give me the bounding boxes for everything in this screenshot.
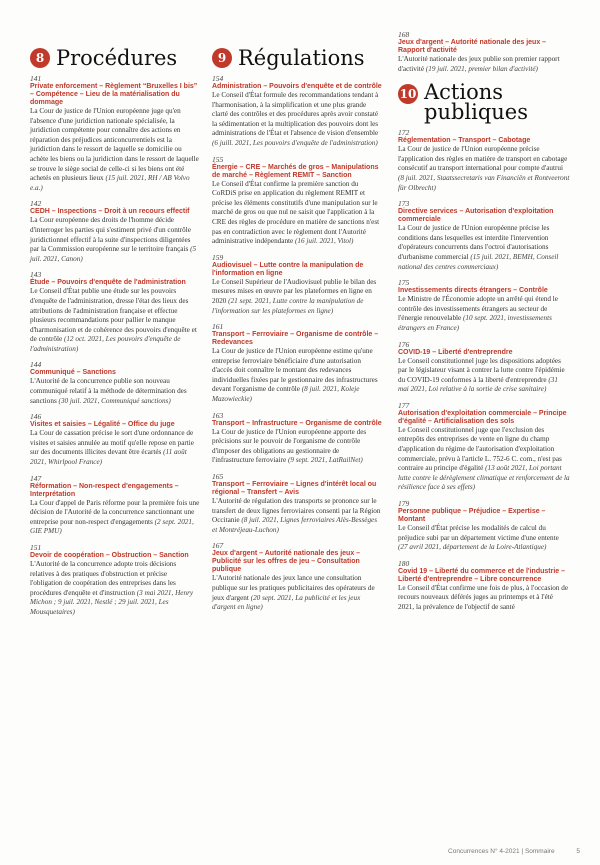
entry-page-number: 165	[212, 472, 224, 482]
entry-page-number: 179	[398, 499, 410, 509]
toc-entry	[398, 199, 570, 272]
entry-page-number: 155	[212, 154, 224, 164]
entry-summary	[30, 377, 200, 406]
entry-summary	[212, 180, 382, 247]
entry-summary-text: Le Conseil d'État précise les modalités de calcul du préjudice subi par un département victime d'une entente	[398, 524, 559, 542]
entry-heading: Réformation – Non-respect d'engagements – Interprétation	[30, 482, 179, 498]
entry-citation: (12 oct. 2021, Les pouvoirs d'enquête de l'administration)	[30, 335, 181, 353]
entry-summary-text: Le Conseil d'État confirme la première sanction du CoRDiS prise en application du règlement REMIT et précise les éléments constitutifs d'une manipulation sur le marché de gros ou que nul ne saisit que l'application à la CRE des règles de procédure en matière de sanctions n'est pas en contradiction avec le règlement dont l'Autorité administrative indépendante	[212, 179, 380, 246]
entry-summary	[30, 499, 200, 537]
entry-page-number: 144	[30, 360, 42, 370]
entry-citation: (9 sept. 2021, LatRailNet)	[287, 456, 363, 465]
entry-heading: Audiovisuel – Lutte contre la manipulation de l'information en ligne	[212, 261, 364, 277]
entry-summary-text: La Cour de justice de l'Union européenne juge qu'en l'absence d'une juridiction nationale spécialisée, la juridiction compétente pour connaître des actions en réparation des préjudices anticoncurrentiels est la juridiction dans le ressort de laquelle se domicilie ou achète les biens ou la juridiction dans le ressort de laquelle se trouve le siège social de celle-ci si les biens ont été achetés en plusieurs lieux	[30, 107, 199, 183]
entry-list	[30, 74, 200, 618]
toc-entry	[398, 340, 570, 395]
entry-summary	[398, 55, 570, 74]
entry-page-number: 146	[30, 412, 42, 422]
toc-entry	[30, 474, 200, 537]
entry-citation: (8 juil. 2021, Koleje Mazowieckie)	[212, 385, 360, 404]
toc-entry	[212, 322, 382, 405]
entry-citation: (19 juil. 2021, premier bilan d'activité)	[425, 64, 538, 73]
entry-summary-text: Le Conseil constitutionnel juge que l'exclusion des entrepôts des entreprises de vente en ligne du champ d'application du régime de l'autorisation d'exploitation commerciale, prévu à l'article L. 752-6 C. com., n'est pas contraire au principe d'égalité	[398, 425, 562, 473]
toc-entry	[398, 401, 570, 493]
entry-heading: Transport – Ferroviaire – Lignes d'intérêt local ou régional – Transfert – Avis	[212, 481, 377, 497]
entry-page-number: 161	[212, 322, 224, 332]
entry-summary-text: Le Conseil d'État confirme une fois de plus, à l'occasion de recours nouveaux déférés juges au printemps et à l'été 2021, la prévalence de l'objectif de santé	[398, 583, 569, 611]
entry-citation: (3 mai 2021, Henry Michon ; 9 juil. 2021, Nestlé ; 29 juil. 2021, Les Mousquetaires)	[30, 588, 194, 616]
entry-summary	[398, 584, 570, 613]
entry-heading: Covid 19 – Liberté du commerce et de l'industrie – Liberté d'entreprendre – Libre concurrence	[398, 567, 565, 583]
section-header-actions-publiques	[398, 80, 570, 125]
entry-citation: (21 sept. 2021, Lutte contre la manipulation de l'information sur les plateformes en ligne)	[212, 296, 364, 315]
entry-heading: CEDH – Inspections – Droit à un recours effectif	[30, 208, 190, 216]
entry-citation: (8 juil. 2021, Staatssecretaris van Financiën et Rontveeront für Olbrecht)	[398, 173, 570, 192]
entry-heading: Transport – Infrastructure – Organisme de contrôle	[212, 419, 382, 427]
entry-summary-text: Le Ministre de l'Économie adopte un arrêté qui étend le contrôle des investissements étrangers au secteur de l'énergie renouvelable	[398, 295, 558, 323]
entry-citation: (15 juil. 2021, RH / AB Volvo e.a.)	[30, 174, 190, 192]
journal-reference: Concurrences N° 4-2021 | Sommaire	[448, 848, 555, 855]
entry-heading: Transport – Ferroviaire – Organisme de contrôle – Redevances	[212, 331, 379, 347]
entry-page-number: 147	[30, 473, 42, 483]
entry-heading: Directive services – Autorisation d'exploitation commerciale	[398, 208, 554, 224]
entry-summary	[30, 216, 200, 264]
entry-summary-text: Le Conseil d'État formule des recommandations tendant à l'harmonisation, à la simplification et une plus grande clarté des contrôles et des procédures après avoir constaté la sédimentation et la multiplication des pouvoirs dont les administrations de l'État et l'absence de vision d'ensemble	[212, 91, 379, 138]
section-title: Régulations	[238, 46, 365, 70]
entry-summary	[30, 429, 200, 467]
entry-summary-text: L'Autorité nationale des jeux publie son premier rapport d'activité	[398, 55, 560, 73]
entry-page-number: 176	[398, 339, 410, 349]
section-number: 10	[398, 84, 418, 104]
toc-entry	[398, 559, 570, 613]
entry-summary-text: Le Conseil constitutionnel juge les dispositions adoptées par le législateur visant à contrer la lutte contre l'épidémie du COVID-19 conformes à la liberté d'entreprendre	[398, 356, 565, 384]
entry-citation: (16 juil. 2021, Vitol)	[295, 237, 354, 246]
entry-page-number: 154	[212, 74, 224, 83]
entry-citation: (10 sept. 2021, investissements étrangers en France)	[398, 314, 552, 332]
entry-citation: (20 sept. 2021, La publicité et les jeux d'argent en ligne)	[212, 593, 361, 612]
entry-summary	[398, 426, 570, 493]
toc-entry	[30, 74, 200, 193]
toc-entry	[212, 411, 382, 466]
entry-summary-text: La Cour de justice de l'Union européenne précise les conditions dans lesquelles est interdite l'intervention d'opérateurs concurrents dans l'octroi d'autorisations d'urbanisme commercial	[398, 224, 550, 261]
column-actions-publiques	[398, 30, 570, 619]
entry-citation: (6 juill. 2021, Les pouvoirs d'enquête de l'administration)	[212, 138, 378, 147]
entry-citation: (2 sept. 2021, GIE PMU)	[30, 517, 194, 536]
entry-page-number: 167	[212, 541, 224, 551]
entry-page-number: 159	[212, 252, 224, 262]
toc-entry	[212, 155, 382, 247]
toc-entry	[30, 199, 200, 264]
entry-summary	[212, 428, 382, 466]
entry-heading: Autorisation d'exploitation commerciale – Principe d'égalité – Artificialisation des sols	[398, 409, 567, 425]
entry-page-number: 177	[398, 400, 410, 410]
section-header-procedures	[30, 48, 200, 68]
toc-entry	[398, 30, 570, 74]
entry-summary	[398, 145, 570, 193]
entry-heading: Visites et saisies – Légalité – Office du juge	[30, 421, 175, 429]
toc-entry	[30, 412, 200, 467]
entry-heading: Jeux d'argent – Autorité nationale des jeux – Publicité sur les offres de jeu – Consultation publique	[212, 550, 361, 574]
toc-entry	[30, 543, 200, 618]
entry-summary	[30, 287, 200, 354]
entry-summary	[30, 560, 200, 618]
entry-summary-text: L'Autorité de la concurrence publie son nouveau communiqué relatif à la méthode de détermination des sanctions	[30, 377, 187, 405]
entry-heading: COVID-19 – Liberté d'entreprendre	[398, 348, 513, 356]
entry-summary	[398, 524, 570, 553]
entry-heading: Administration – Pouvoirs d'enquête et de contrôle	[212, 83, 382, 90]
entry-summary	[212, 574, 382, 612]
entry-summary	[398, 357, 570, 395]
entry-heading: Énergie – CRE – Marchés de gros – Manipulations de marché – Règlement REMIT – Sanction	[212, 163, 379, 179]
entry-page-number: 168	[398, 30, 410, 39]
entry-list	[398, 30, 570, 74]
toc-entry	[398, 499, 570, 553]
entry-summary	[212, 278, 382, 316]
entry-page-number: 173	[398, 199, 410, 209]
entry-heading: Étude – Pouvoirs d'enquête de l'administration	[30, 279, 186, 287]
toc-entry	[30, 360, 200, 406]
entry-summary-text: La Cour de cassation précise le sort d'une ordonnance de visites et saisies annulée au motif qu'elle repose en partie sur des documents illicites devant être écartés	[30, 429, 194, 457]
entry-summary-text: L'Autorité de la concurrence adopte trois décisions relatives à des pratiques d'obstruction et précise l'obligation de coopération des entreprises dans les procédures d'enquête et d'instruction	[30, 560, 177, 597]
entry-citation: (30 juil. 2021, Communiqué sanctions)	[58, 396, 171, 405]
entry-heading: Devoir de coopération – Obstruction – Sanction	[30, 552, 189, 559]
entry-heading: Communiqué – Sanctions	[30, 369, 116, 377]
entry-summary	[398, 295, 570, 333]
entry-citation: (11 août 2021, Whirlpool France)	[30, 448, 187, 467]
section-number: 8	[30, 48, 50, 68]
entry-summary-text: Le Conseil Supérieur de l'Audiovisuel publie le bilan des mesures mises en œuvre par les plateformes en ligne en 2020	[212, 277, 377, 305]
entry-summary-text: L'Autorité nationale des jeux lance une consultation publique sur les pratiques publicitaires des opérateurs de jeux d'argent	[212, 574, 375, 602]
toc-entry	[398, 128, 570, 193]
section-number: 9	[212, 48, 232, 68]
section-title: Actions publiques	[424, 80, 529, 125]
entry-heading: Jeux d'argent – Autorité nationale des jeux – Rapport d'activité	[398, 39, 547, 54]
page-footer	[428, 848, 580, 855]
entry-page-number: 163	[212, 410, 224, 420]
entry-list	[212, 74, 382, 613]
entry-heading: Investissements directs étrangers – Contrôle	[398, 287, 548, 295]
entry-summary	[398, 224, 570, 272]
entry-page-number: 180	[398, 558, 410, 568]
toc-entry	[212, 472, 382, 535]
section-header-regulations	[212, 48, 382, 68]
entry-page-number: 172	[398, 128, 410, 138]
entry-summary-text: La Cour de justice de l'Union européenne précise l'application des règles en matière de transport en cabotage consécutif au transport international pour compte d'autrui	[398, 145, 568, 173]
toc-entry	[398, 278, 570, 333]
section-title: Procédures	[56, 46, 178, 70]
entry-citation: (27 avril 2021, département de la Loire-Atlantique)	[398, 543, 547, 552]
entry-citation: (15 juil. 2021, BEMH, Conseil national des centres commerciaux)	[398, 252, 559, 271]
column-regulations	[212, 48, 382, 619]
entry-page-number: 141	[30, 74, 42, 83]
entry-citation: (13 août 2021, Loi portant lutte contre le dérèglement climatique et renforcement de la résilience face à ses effets)	[398, 464, 570, 492]
entry-page-number: 175	[398, 278, 410, 288]
entry-list	[398, 128, 570, 612]
entry-summary	[212, 91, 382, 149]
entry-summary	[212, 347, 382, 405]
entry-citation: (31 mai 2021, Loi relative à la sortie de crise sanitaire)	[398, 375, 558, 394]
entry-page-number: 143	[30, 270, 42, 280]
toc-entry	[30, 270, 200, 354]
toc-entry	[212, 253, 382, 316]
entry-page-number: 142	[30, 199, 42, 209]
entry-citation: (8 juil. 2021, Lignes ferroviaires Alès-Bessèges et Montréjeau-Luchon)	[212, 516, 378, 534]
entry-summary-text: La Cour européenne des droits de l'homme décide d'interroger les parties qui s'estiment privé d'un contrôle juridictionnel effectif à la suite d'inspections diligentées par la Commission européenne sur le territoire français	[30, 216, 191, 254]
entry-summary-text: La Cour de justice de l'Union européenne apporte des précisions sur le pouvoir de l'organisme de contrôle d'imposer des obligations au gestionnaire de l'infrastructure ferroviaire	[212, 427, 367, 465]
entry-heading: Personne publique – Préjudice – Expertise – Montant	[398, 508, 546, 524]
toc-entry	[212, 74, 382, 149]
entry-heading: Private enforcement – Règlement “Bruxelles I bis” – Compétence – Lieu de la matérialisation du dommage	[30, 83, 198, 106]
entry-page-number: 151	[30, 543, 42, 552]
entry-summary-text: La Cour d'appel de Paris réforme pour la première fois une décision de l'Autorité de la concurrence sanctionnant une entreprise pour non-respect d'engagements	[30, 498, 200, 526]
entry-heading: Réglementation – Transport – Cabotage	[398, 137, 531, 145]
entry-citation: (5 juil. 2021, Canon)	[30, 245, 197, 263]
page-number: 5	[576, 848, 580, 855]
entry-summary-text: L'Autorité de régulation des transports se prononce sur le transfert de deux lignes ferroviaires consenti par la Région Occitanie	[212, 497, 381, 525]
entry-summary-text: Le Conseil d'État publie une étude sur les pouvoirs d'enquête de l'administration, dresse l'état des lieux des attributions de l'administration française et effectue plusieurs recommandations pour pallier le manque d'harmonisation et de cohérence des pouvoirs d'enquête et de contrôle	[30, 287, 197, 344]
column-procedures	[30, 48, 200, 624]
entry-summary	[212, 497, 382, 535]
entry-summary-text: La Cour de justice de l'Union européenne estime qu'une entreprise ferroviaire bénéficiaire d'une autorisation d'accès doit connaître le montant des redevances individuelles fixées par le gestionnaire des infrastructures devant l'organisme de contrôle	[212, 347, 378, 394]
toc-entry	[212, 541, 382, 612]
entry-summary	[30, 107, 200, 193]
